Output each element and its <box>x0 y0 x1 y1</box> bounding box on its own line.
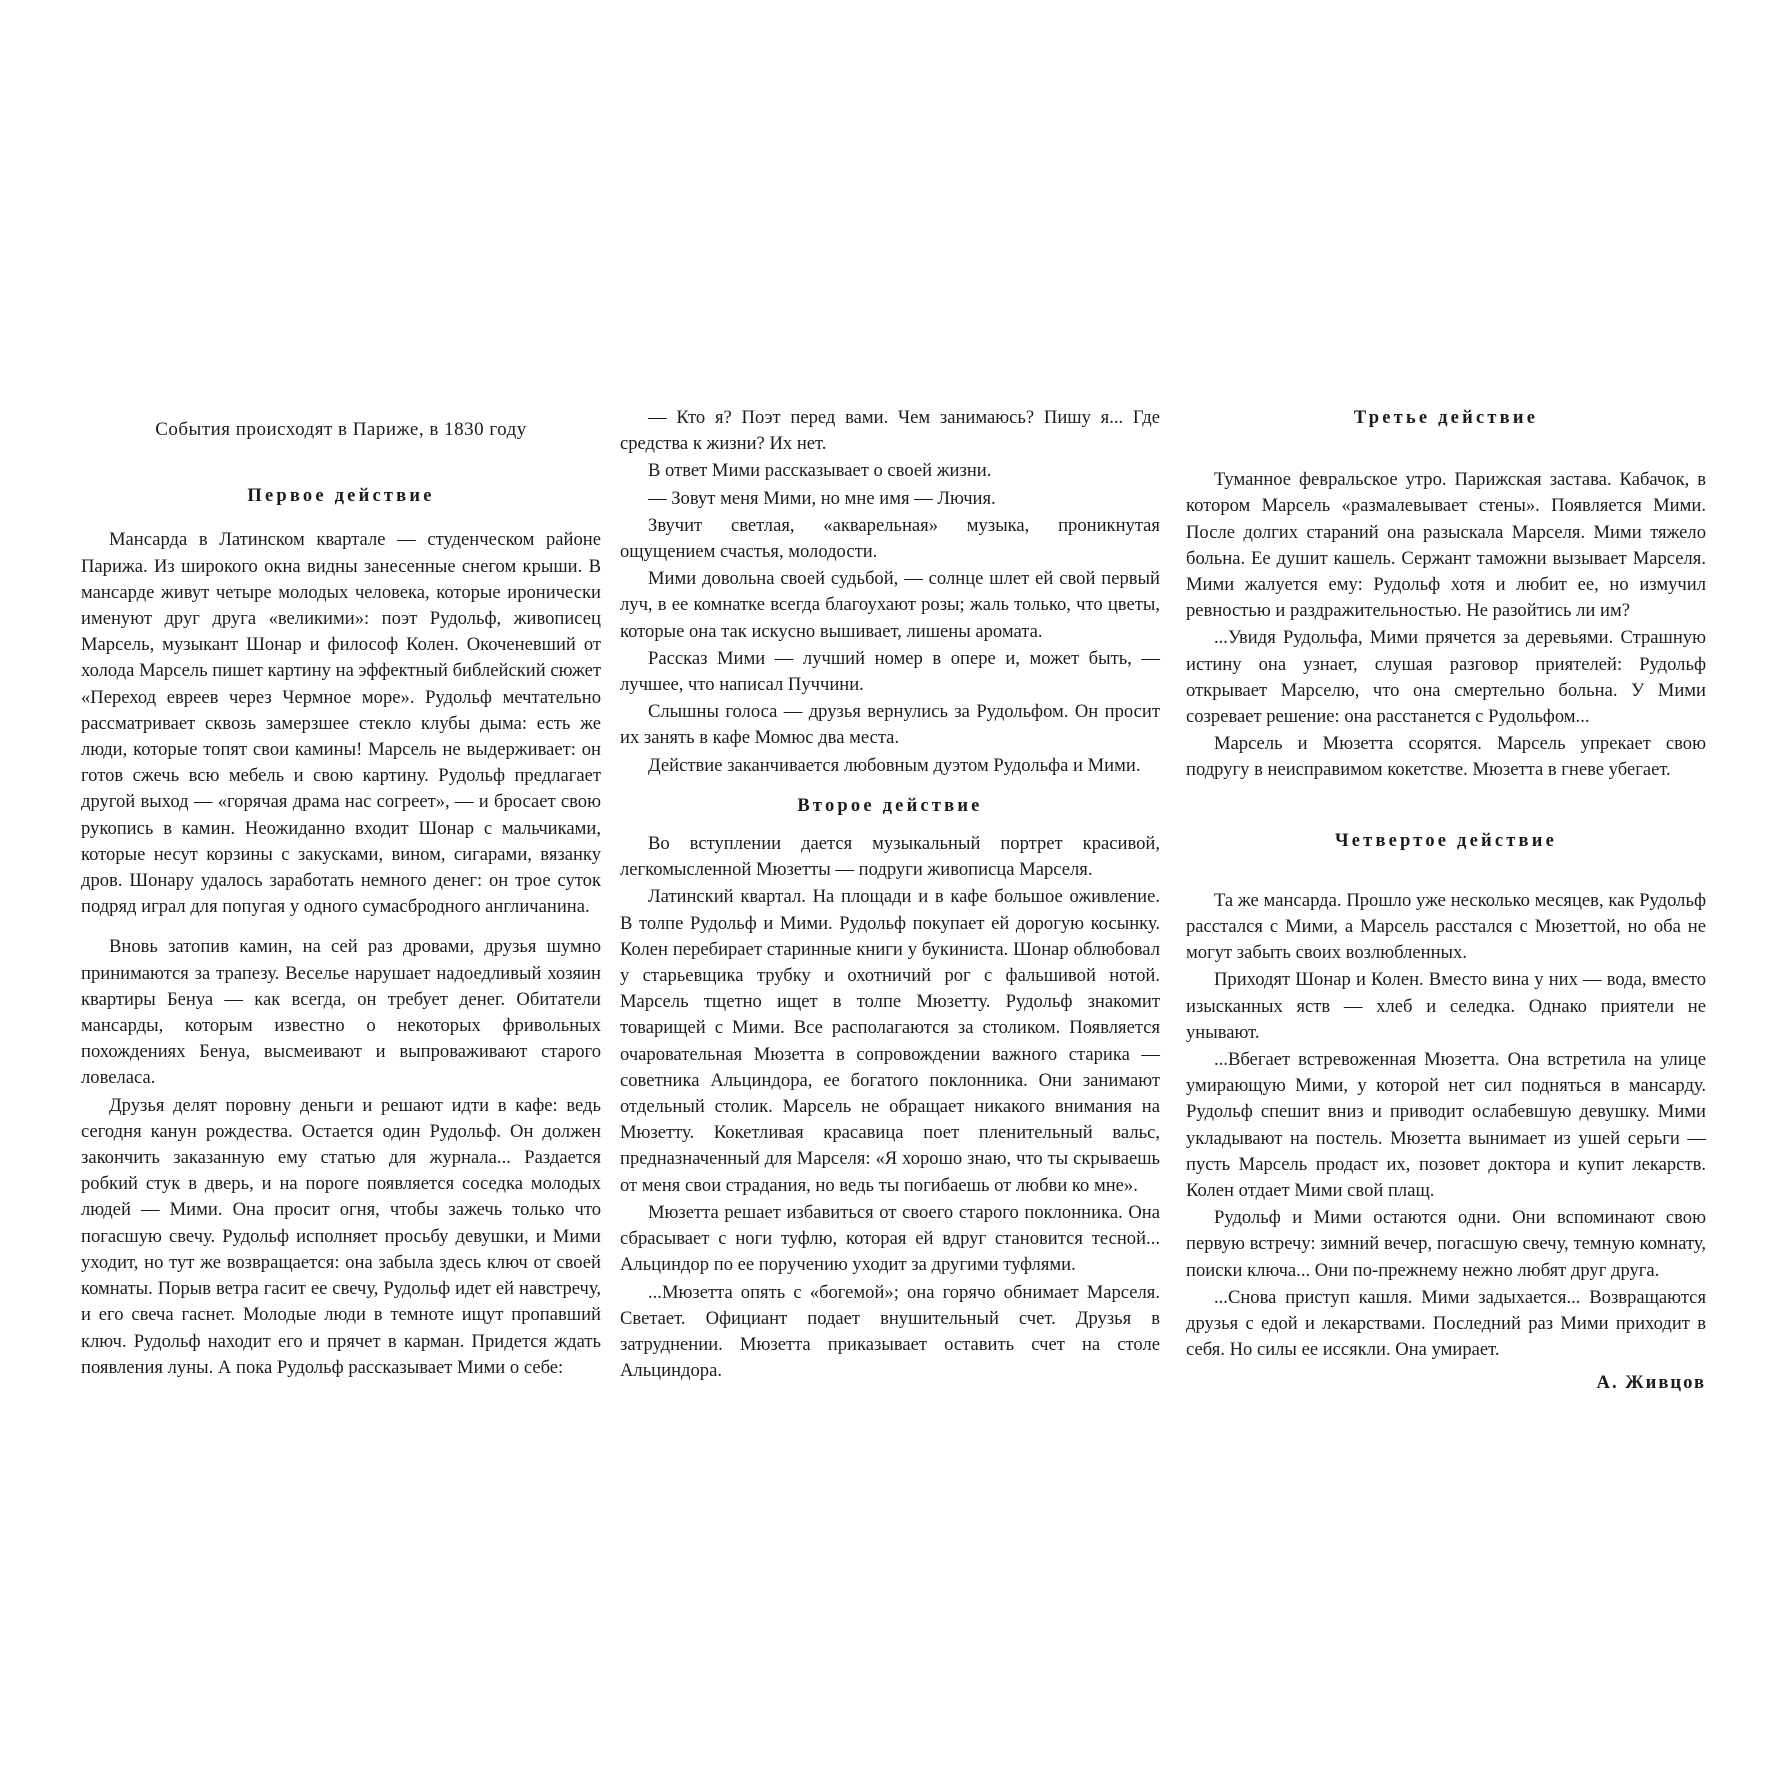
act-one-paragraph: Мими довольна своей судьбой, — солнце шлет ей свой первый луч, в ее комнатке всегда благоухают розы; жаль только, что цветы, которые она так искусно вышивает, лишены аромата. <box>620 568 1160 642</box>
column-right <box>1186 405 1706 1396</box>
act-four-paragraph: Приходят Шонар и Колен. Вместо вина у них — вода, вместо изысканных яств — хлеб и селедка. Однако приятели не унывают. <box>1186 969 1706 1043</box>
act-two-heading: Второе действие <box>797 795 983 816</box>
act-one-paragraph: — Зовут меня Мими, но мне имя — Лючия. <box>648 487 996 509</box>
act-four-heading: Четвертое действие <box>1334 830 1558 851</box>
act-three-paragraph: Туманное февральское утро. Парижская застава. Кабачок, в котором Марсель «размалевывает стены». Появляется Мими. После долгих стараний она разыскала Марселя. Мими тяжело больна. Ее душит кашель. Сержант таможни вызывает Марселя. Мими жалуется ему: Рудольф хотя и любит ее, но измучил ревностью и раздражительностью. Не разойтись ли им? <box>1186 469 1706 622</box>
act-four-paragraph: ...Снова приступ кашля. Мими задыхается... Возвращаются друзья с едой и лекарствами. Последний раз Мими приходит в себя. Но силы ее иссякли. Она умирает. <box>1186 1286 1706 1361</box>
author-signature: А. Живцов <box>1596 1371 1706 1393</box>
act-one-heading: Первое действие <box>247 486 435 507</box>
column-middle <box>620 405 1160 1385</box>
act-one-paragraph: Друзья делят поровну деньги и решают идти в кафе: ведь сегодня канун рождества. Остается один Рудольф. Он должен закончить заказанную ему статью для журнала... Раздается робкий стук в дверь, и на пороге появляется соседка молодых людей — Мими. Она просит огня, чтобы зажечь только что погасшую свечу. Рудольф исполняет просьбу девушки, и Мими уходит, но тут же возвращается: она забыла здесь ключ от своей комнаты. Порыв ветра гасит ее свечу, Рудольф идет ей навстречу, и его свеча гаснет. Молодые люди в темноте ищут пропавший ключ. Рудольф находит его и прячет в карман. Придется ждать появления луны. А пока Рудольф рассказывает Мими о себе: <box>81 1094 601 1378</box>
act-one-paragraph: Действие заканчивается любовным дуэтом Рудольфа и Мими. <box>648 754 1141 776</box>
act-one-paragraph: Звучит светлая, «акварельная» музыка, проникнутая ощущением счастья, молодости. <box>620 514 1160 563</box>
column-left <box>81 405 601 1382</box>
act-one-paragraph: Рассказ Мими — лучший номер в опере и, может быть, — лучшее, что написал Пуччини. <box>620 647 1160 696</box>
act-two-paragraph: Мюзетта решает избавиться от своего старого поклонника. Она сбрасывает с ноги туфлю, которая ей вдруг становится тесной... Альциндор по ее поручению уходит за другими туфлями. <box>620 1201 1160 1276</box>
act-two-paragraph: Латинский квартал. На площади и в кафе большое оживление. В толпе Рудольф и Мими. Рудольф покупает ей дорогую косынку. Колен перебирает старинные книги у букиниста. Шонар облюбовал у старьевщика трубку и охотничий рог с фальшивой нотой. Марсель тщетно ищет в толпе Мюзетту. Рудольф знакомит товарищей с Мими. Все располагаются за столиком. Появляется очаровательная Мюзетта в сопровождении важного старика — советника Альциндора, ее богатого поклонника. Они занимают отдельный столик. Марсель не обращает никакого внимания на Мюзетту. Кокетливая красавица поет пленительный вальс, предназначенный для Марселя: «Я хорошо знаю, что ты скрываешь от меня свои страдания, но ведь ты погибаешь от любви ко мне». <box>620 886 1160 1196</box>
act-four-paragraph: Та же мансарда. Прошло уже несколько месяцев, как Рудольф расстался с Мими, а Марсель расстался с Мюзеттой, но оба не могут забыть своих возлюбленных. <box>1186 889 1706 964</box>
act-four-paragraph: ...Вбегает встревоженная Мюзетта. Она встретила на улице умирающую Мими, у которой нет сил подняться в мансарду. Рудольф спешит вниз и приводит ослабевшую девушку. Мими укладывают на постель. Мюзетта вынимает из ушей серьги — пусть Марсель продаст их, позовет доктора и купит лекарств. Колен отдает Мими свой плащ. <box>1186 1049 1706 1202</box>
act-three-paragraph: ...Увидя Рудольфа, Мими прячется за деревьями. Страшную истину она узнает, слушая разговор приятелей: Рудольф открывает Марселю, что она смертельно больна. У Мими созревает решение: она расстанется с Рудольфом... <box>1186 627 1706 728</box>
act-two-paragraph: Во вступлении дается музыкальный портрет красивой, легкомысленной Мюзетты — подруги живописца Марселя. <box>620 833 1160 881</box>
act-two-paragraph: ...Мюзетта опять с «богемой»; она горячо обнимает Марселя. Светает. Официант подает внушительный счет. Друзья в затруднении. Мюзетта приказывает оставить счет на столе Альциндора. <box>620 1281 1160 1382</box>
act-one-paragraph: Слышны голоса — друзья вернулись за Рудольфом. Он просит их занять в кафе Момюс два места. <box>620 701 1160 749</box>
act-one-paragraph: Мансарда в Латинском квартале — студенческом районе Парижа. Из широкого окна видны занесенные снегом крыши. В мансарде живут четыре молодых человека, которые иронически именуют друг друга «великими»: поэт Рудольф, живописец Марсель, музыкант Шонар и философ Колен. Окоченевший от холода Марсель пишет картину на эффектный библейский сюжет «Переход евреев через Чермное море». Рудольф мечтательно рассматривает сквозь замерзшее стекло клубы дыма: есть же люди, которые топят свои камины! Марсель не выдерживает: он готов сжечь всю мебель и свою картину. Рудольф предлагает другой выход — «горячая драма нас согреет», — и бросает свою рукопись в камин. Неожиданно входит Шонар с мальчиками, которые несут корзины с закусками, вином, сигарами, вязанку дров. Шонару удалось заработать немного денег: он трое суток подряд играл для попугая у одного сумасбродного англичанина. <box>81 529 601 918</box>
setting-line: События происходят в Париже, в 1830 году <box>155 419 527 440</box>
act-four-paragraph: Рудольф и Мими остаются одни. Они вспоминают свою первую встречу: зимний вечер, погасшую свечу, темную комнату, поиски ключа... Они по-прежнему нежно любят друг друга. <box>1186 1207 1706 1281</box>
act-three-paragraph: Марсель и Мюзетта ссорятся. Марсель упрекает свою подругу в неисправимом кокетстве. Мюзетта в гневе убегает. <box>1186 733 1706 781</box>
act-one-paragraph: — Кто я? Поэт перед вами. Чем занимаюсь? Пишу я... Где средства к жизни? Их нет. <box>620 407 1160 455</box>
act-one-paragraph: В ответ Мими рассказывает о своей жизни. <box>648 460 992 482</box>
act-three-heading: Третье действие <box>1353 408 1539 428</box>
act-one-paragraph: Вновь затопив камин, на сей раз дровами, друзья шумно принимаются за трапезу. Веселье нарушает надоедливый хозяин квартиры Бенуа — как всегда, он требует денег. Обитатели мансарды, которым известно о некоторых фривольных похождениях Бенуа, высмеивают и выпроваживают старого ловеласа. <box>81 936 601 1089</box>
